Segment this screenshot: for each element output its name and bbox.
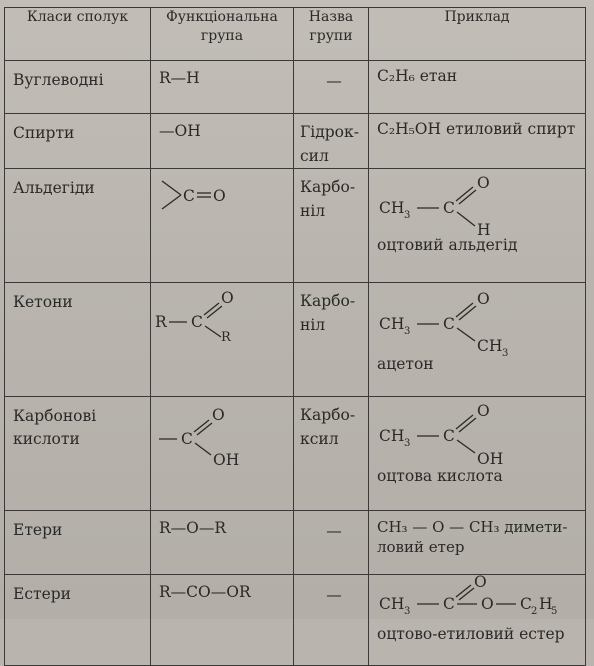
table-row — [5, 169, 586, 283]
oxygen-atom: O — [477, 175, 490, 192]
subscript: 3 — [502, 348, 509, 357]
example-name: оцтова кислота — [377, 467, 503, 485]
ethyl-acetate-structure — [377, 575, 585, 627]
example-formula: C₂H₆ — [377, 67, 415, 85]
class-name: Вуглеводні — [13, 71, 104, 89]
group-cell — [151, 169, 294, 283]
class-name: Естери — [13, 585, 71, 603]
oxygen-atom: O — [221, 289, 234, 307]
example-name-line1: димети- — [504, 518, 568, 536]
example-name: етиловий спирт — [445, 120, 576, 138]
group-name-cell — [294, 114, 369, 169]
hydrogen-atom: H — [477, 221, 491, 239]
methyl-group: CH — [379, 315, 405, 333]
table-header-row — [5, 8, 586, 61]
class-name: Етери — [13, 521, 63, 539]
class-cell — [5, 283, 151, 397]
example-name-line2: ловий етер — [377, 538, 465, 556]
subscript: 3 — [404, 438, 411, 449]
class-name-line1: Карбонові — [13, 407, 97, 425]
class-cell — [5, 61, 151, 114]
header-functional-group: Функціональна група — [151, 8, 294, 61]
group-name-line2: ніл — [300, 202, 326, 220]
group-name-line1: Карбо- — [300, 406, 356, 424]
table-row — [5, 114, 586, 169]
group-name-line2: сил — [300, 147, 329, 165]
methyl-group: CH — [379, 595, 405, 613]
group-name: — — [326, 522, 342, 540]
group-cell — [151, 575, 294, 666]
group-name-line1: Гідрок- — [300, 123, 359, 141]
organic-compounds-table — [4, 7, 586, 666]
header-example: Приклад — [369, 8, 586, 61]
ethyl-carbon: C — [520, 595, 532, 613]
oxygen-atom: O — [477, 403, 490, 420]
group-name-cell — [294, 61, 369, 114]
subscript: 3 — [404, 606, 411, 617]
group-name-line1: Карбо- — [300, 178, 356, 196]
group-cell — [151, 61, 294, 114]
group-name-line2: ніл — [300, 316, 326, 334]
example-name: ацетон — [377, 355, 434, 373]
table-row — [5, 283, 586, 397]
carbon-atom: C — [443, 595, 455, 613]
header-group-name: Назва групи — [294, 8, 369, 61]
carbon-atom: C — [191, 313, 203, 331]
group-cell — [151, 397, 294, 511]
example-formula: CH₃ — O — CH₃ — [377, 518, 500, 536]
example-name: етан — [419, 67, 458, 85]
ethyl-hydrogen: H — [539, 595, 553, 613]
methyl-group: CH — [379, 427, 405, 445]
example-cell — [369, 575, 586, 666]
class-name: Кетони — [13, 293, 73, 311]
example-cell — [369, 169, 586, 283]
class-name: Спирти — [13, 124, 75, 142]
carbon-atom: C — [181, 430, 193, 448]
group-cell — [151, 283, 294, 397]
group-name-cell — [294, 511, 369, 575]
functional-group: R—H — [159, 69, 200, 87]
group-name: — — [326, 72, 342, 90]
acetic-acid-structure — [377, 403, 582, 469]
methyl-group: CH — [477, 337, 503, 355]
carbon-atom: C — [443, 427, 455, 445]
oxygen-atom: O — [213, 187, 226, 205]
header-classes: Класи сполук — [5, 8, 151, 61]
subscript: 3 — [404, 210, 411, 221]
example-cell — [369, 397, 586, 511]
table-row — [5, 511, 586, 575]
hydroxyl-group: OH — [477, 450, 504, 468]
class-cell — [5, 114, 151, 169]
group-cell — [151, 511, 294, 575]
example-cell — [369, 61, 586, 114]
subscript: 2 — [531, 606, 538, 617]
class-name: Альдегіди — [13, 179, 95, 197]
r-group: R — [155, 313, 167, 331]
example-cell — [369, 283, 586, 397]
group-name-cell — [294, 575, 369, 666]
example-name: оцтово-етиловий естер — [377, 625, 565, 643]
acetone-structure — [377, 289, 582, 357]
example-name: оцтовий альдегід — [377, 236, 518, 254]
class-cell — [5, 169, 151, 283]
group-name-cell — [294, 397, 369, 511]
class-name-line2: кислоти — [13, 430, 80, 448]
table-row — [5, 61, 586, 114]
functional-group: —OH — [159, 122, 201, 140]
example-cell — [369, 114, 586, 169]
table-row — [5, 397, 586, 511]
class-cell — [5, 397, 151, 511]
ketone-carbonyl-structure — [155, 285, 285, 355]
class-cell — [5, 575, 151, 666]
class-cell — [5, 511, 151, 575]
oxygen-atom: O — [474, 575, 487, 591]
group-name: — — [326, 586, 342, 604]
acetaldehyde-structure — [377, 175, 582, 240]
group-name-line2: ксил — [300, 430, 339, 448]
functional-group: R—O—R — [159, 519, 227, 537]
group-cell — [151, 114, 294, 169]
functional-group: R—CO—OR — [159, 583, 251, 601]
table-row — [5, 575, 586, 666]
group-name-line1: Карбо- — [300, 292, 356, 310]
subscript: 3 — [404, 326, 411, 337]
subscript: 5 — [551, 606, 558, 617]
carbon-atom: C — [443, 315, 455, 333]
example-cell — [369, 511, 586, 575]
group-name-cell — [294, 169, 369, 283]
aldehyde-carbonyl-structure — [159, 177, 279, 227]
carbon-atom: C — [443, 199, 455, 217]
carboxyl-structure — [155, 399, 275, 474]
example-formula: C₂H₅OH — [377, 120, 442, 138]
carbon-atom: C — [183, 187, 195, 205]
methyl-group: CH — [379, 199, 405, 217]
oxygen-atom: O — [481, 595, 494, 613]
oxygen-atom: O — [212, 406, 225, 424]
hydroxyl-group: OH — [213, 451, 240, 469]
group-name-cell — [294, 283, 369, 397]
oxygen-atom: O — [477, 290, 490, 308]
r-group: R — [221, 330, 231, 345]
